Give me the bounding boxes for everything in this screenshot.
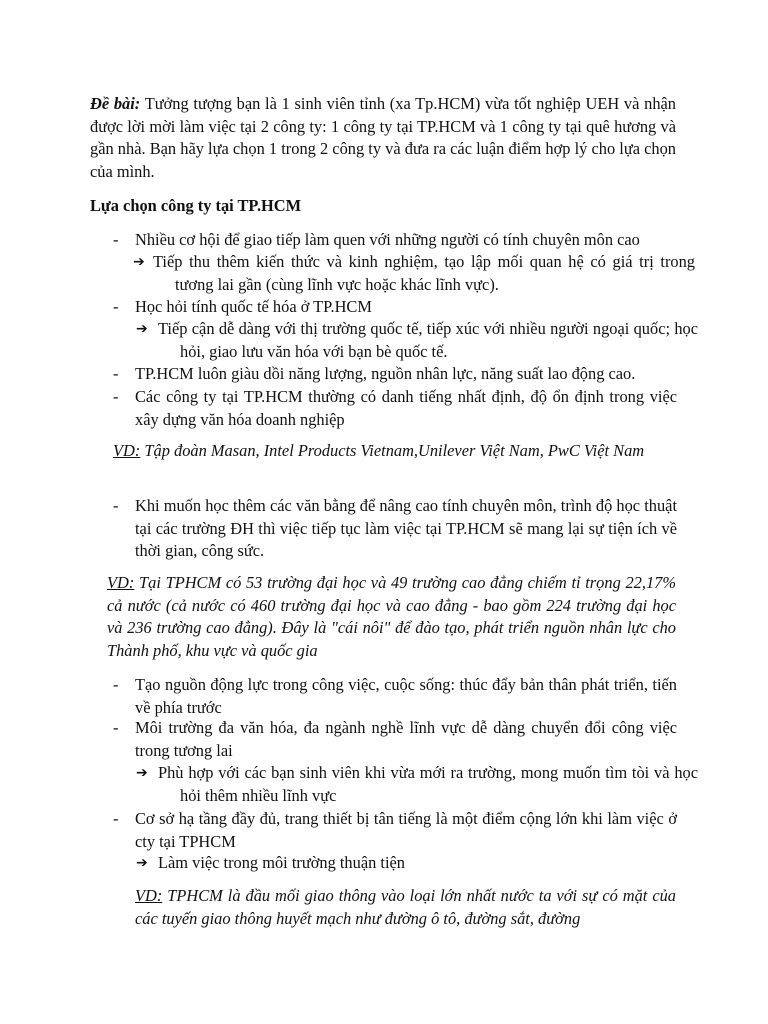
arrow-text: Phù hợp với các bạn sinh viên khi vừa mới ra trường, mong muốn tìm tòi và học hỏi thêm nhiều lĩnh vực <box>158 763 698 805</box>
bullet-text: Nhiều cơ hội để giao tiếp làm quen với những người có tính chuyên môn cao <box>135 230 640 249</box>
bullet-dash: - <box>113 297 119 316</box>
right-arrow-icon: ➔ <box>136 855 148 871</box>
right-arrow-icon: ➔ <box>133 254 145 270</box>
right-arrow-icon: ➔ <box>136 765 148 781</box>
arrow-text: Tiếp cận dễ dàng với thị trường quốc tế, tiếp xúc với nhiều người ngoại quốc; học hỏi, giao lưu văn hóa với bạn bè quốc tế. <box>158 319 698 361</box>
bullet-dash: - <box>113 364 119 383</box>
bullet-text: Khi muốn học thêm các văn bằng để nâng cao tính chuyên môn, trình độ học thuật tại các trường ĐH thì việc tiếp tục làm việc tại TP.HCM sẽ mang lại sự tiện ích về thời gian, công sức. <box>135 496 677 561</box>
example-body: Tại TPHCM có 53 trường đại học và 49 trường cao đẳng chiếm tỉ trọng 22,17% cả nước (cả nước có 460 trường đại học và cao đẳng - bao gồm 224 trường đại học và 236 trường cao đẳng). Đây là "cái nôi" để đào tạo, phát triển nguồn nhân lực cho Thành phố, khu vực và quốc gia <box>107 573 676 660</box>
arrow-text: Tiếp thu thêm kiến thức và kinh nghiệm, tạo lập mối quan hệ có giá trị trong tương lai gần (cùng lĩnh vực hoặc khác lĩnh vực). <box>153 252 695 294</box>
bullet-dash: - <box>113 718 119 737</box>
assignment-label: Đề bài: <box>90 94 141 113</box>
example-text <box>113 440 676 463</box>
assignment-text: Tưởng tượng bạn là 1 sinh viên tỉnh (xa Tp.HCM) vừa tốt nghiệp UEH và nhận được lời mời làm việc tại 2 công ty: 1 công ty tại TP.HCM và 1 công ty tại quê hương và gần nhà. Bạn hãy lựa chọn 1 trong 2 công ty và đưa ra các luận điểm hợp lý cho lựa chọn của mình. <box>90 94 676 181</box>
example-body: Tập đoàn Masan, Intel Products Vietnam,Unilever Việt Nam, PwC Việt Nam <box>140 441 645 460</box>
bullet-dash: - <box>113 387 119 406</box>
example-text <box>135 885 676 930</box>
example-label: VD: <box>135 886 163 905</box>
bullet-text: TP.HCM luôn giàu dồi năng lượng, nguồn nhân lực, năng suất lao động cao. <box>135 364 636 383</box>
bullet-text: Các công ty tại TP.HCM thường có danh tiếng nhất định, độ ổn định trong việc xây dựng văn hóa doanh nghiệp <box>135 387 677 429</box>
bullet-text: Học hỏi tính quốc tế hóa ở TP.HCM <box>135 297 372 316</box>
section-heading: Lựa chọn công ty tại TP.HCM <box>90 196 302 215</box>
bullet-dash: - <box>113 496 119 515</box>
arrow-text: Làm việc trong môi trường thuận tiện <box>158 853 405 872</box>
example-label: VD: <box>107 573 135 592</box>
example-body: TPHCM là đầu mối giao thông vào loại lớn nhất nước ta với sự có mặt của các tuyến giao thông huyết mạch như đường ô tô, đường sắt, đường <box>135 886 676 928</box>
bullet-dash: - <box>113 230 119 249</box>
bullet-text: Tạo nguồn động lực trong công việc, cuộc sống: thúc đẩy bản thân phát triển, tiến về phía trước <box>135 675 677 717</box>
bullet-dash: - <box>113 675 119 694</box>
example-label: VD: <box>113 441 141 460</box>
example-text <box>107 572 676 662</box>
assignment-paragraph <box>90 93 676 183</box>
right-arrow-icon: ➔ <box>136 321 148 337</box>
bullet-text: Môi trường đa văn hóa, đa ngành nghề lĩnh vực dễ dàng chuyển đổi công việc trong tương lai <box>135 718 677 760</box>
bullet-dash: - <box>113 809 119 828</box>
bullet-text: Cơ sở hạ tầng đầy đủ, trang thiết bị tân tiếng là một điểm cộng lớn khi làm việc ở cty tại TPHCM <box>135 809 677 851</box>
